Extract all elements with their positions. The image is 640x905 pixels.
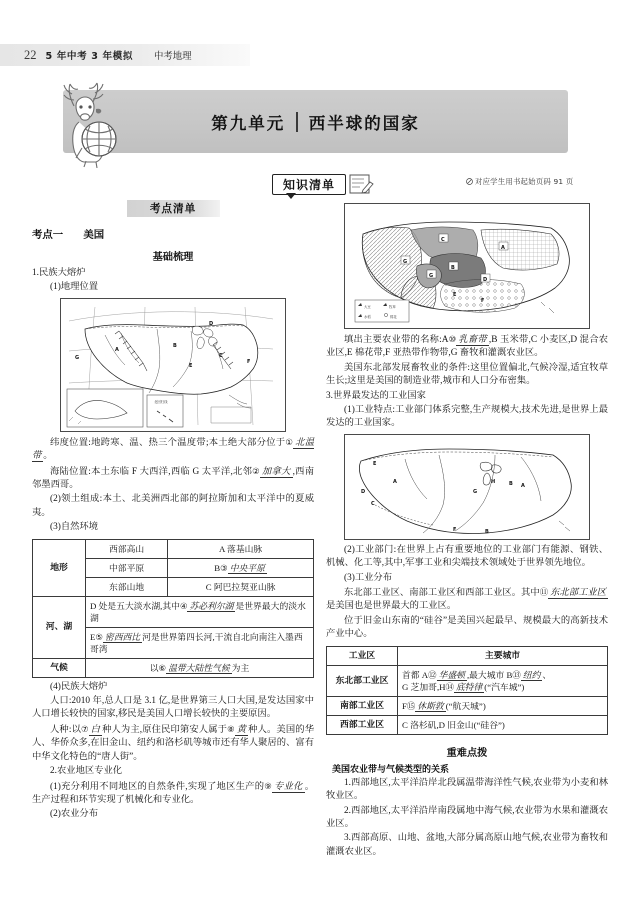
paragraph-silicon-valley: 位于旧金山东南的“硅谷”是美国兴起最早、规模最大的高新技术产业中心。 bbox=[326, 615, 608, 640]
unit-title-separator bbox=[296, 112, 298, 132]
table-header-row bbox=[327, 646, 608, 665]
race-text-post: 种人。美国的华人、华侨众多,在旧金山、纽约和洛杉矶等城市还有华人聚居的、富有中华文化特色的“唐人街”。 bbox=[32, 724, 315, 762]
knowledge-list-badge: 知识清单 bbox=[272, 174, 346, 195]
zone-west: 西部工业区 bbox=[327, 715, 398, 734]
svg-text:B: B bbox=[173, 342, 177, 349]
paragraph-agri-specialization bbox=[32, 780, 314, 808]
exam-points-banner: 考点清单 bbox=[127, 200, 220, 217]
svg-text:B: B bbox=[509, 480, 513, 487]
page-number: 22 bbox=[24, 47, 37, 62]
svg-text:A: A bbox=[521, 482, 525, 489]
subheading-agri-distribution: (2)农业分布 bbox=[50, 809, 99, 820]
zone-northeast: 东北部工业区 bbox=[327, 665, 398, 696]
natural-environment-table bbox=[32, 539, 314, 678]
svg-text:大豆: 大豆 bbox=[364, 305, 371, 309]
lakes-text-post: 是世界最大的淡水湖 bbox=[90, 600, 306, 623]
notepad-pencil-icon bbox=[348, 172, 374, 196]
subheading-melting-pot: (4)民族大熔炉 bbox=[50, 681, 108, 692]
zone-west-cities: C 洛杉矶,D 旧金山(“硅谷”) bbox=[398, 715, 608, 734]
svg-text:A: A bbox=[115, 346, 119, 353]
subject-name: 中考地理 bbox=[154, 51, 192, 62]
terrain-central-label: 中部平原 bbox=[86, 558, 168, 577]
climate-value bbox=[86, 658, 314, 677]
blank-number-9: ⑨ bbox=[264, 780, 273, 791]
running-head-inner bbox=[24, 44, 192, 66]
blank-number-11: ⑪ bbox=[539, 587, 549, 598]
page-reference bbox=[466, 176, 573, 187]
blank-number-5: ⑤ bbox=[95, 631, 103, 642]
zone-south: 南部工业区 bbox=[327, 696, 398, 715]
table-row bbox=[33, 658, 314, 677]
climate-text-pre: 以 bbox=[149, 662, 159, 673]
latitude-text-post: 。 bbox=[43, 451, 53, 462]
svg-text:C: C bbox=[219, 352, 223, 359]
svg-text:G: G bbox=[403, 259, 408, 265]
svg-text:A: A bbox=[501, 245, 505, 251]
blank-number-6: ⑥ bbox=[158, 662, 167, 673]
sea-text-post: ,西南邻墨西哥。 bbox=[32, 466, 314, 491]
ne-text-pre: 首都 A bbox=[402, 669, 429, 680]
svg-text:牧草: 牧草 bbox=[389, 305, 396, 309]
subheading-industry-distribution: (3)工业分布 bbox=[344, 572, 393, 583]
blank-number-1: ① bbox=[285, 436, 294, 447]
svg-text:D: D bbox=[361, 488, 366, 495]
blank-answer-1: 北温带 bbox=[32, 437, 314, 462]
svg-text:E: E bbox=[453, 292, 457, 298]
blank-answer-7: 白 bbox=[90, 724, 101, 735]
table-row bbox=[327, 715, 608, 734]
ne-text-mid: ,最大城市 B bbox=[466, 669, 513, 680]
us-agriculture-map bbox=[344, 203, 590, 329]
paragraph-industry-distribution bbox=[326, 586, 608, 614]
blank-answer-12: 华盛顿 bbox=[438, 669, 465, 680]
key-points-subheading: 美国农业带与气候类型的关系 bbox=[332, 764, 450, 775]
svg-text:北回归线: 北回归线 bbox=[154, 399, 168, 404]
svg-text:C: C bbox=[371, 500, 375, 507]
south-text-post: (“航天城”) bbox=[445, 700, 486, 711]
blank-number-3: ③ bbox=[220, 562, 228, 573]
heading-industry: 3.世界最发达的工业国家 bbox=[326, 390, 426, 401]
svg-text:D: D bbox=[483, 277, 488, 283]
blank-number-14: ⑭ bbox=[445, 681, 454, 692]
heading-melting-pot: 1.民族大熔炉 bbox=[32, 268, 86, 278]
col-head-cities: 主要城市 bbox=[398, 646, 608, 665]
blank-number-4: ④ bbox=[179, 600, 188, 611]
paragraph-agri-belts bbox=[326, 333, 608, 361]
blank-number-13: ⑬ bbox=[512, 669, 521, 680]
belts-text-post: ,B 玉米带,C 小麦区,D 混合农业区,E 棉花带,F 亚热带作物带,G 畜牧和灌溉农业区。 bbox=[326, 335, 608, 359]
svg-text:E: E bbox=[189, 362, 193, 369]
table-row bbox=[33, 596, 314, 627]
subheading-environment: (3)自然环境 bbox=[50, 522, 99, 533]
svg-text:F: F bbox=[247, 358, 251, 365]
industrial-zones-table bbox=[326, 646, 608, 735]
env-row-head-terrain: 地形 bbox=[33, 539, 86, 596]
ne-text-post: 、 bbox=[542, 669, 552, 680]
zone-south-cities bbox=[398, 696, 608, 715]
unit-title bbox=[63, 90, 568, 153]
paragraph-race bbox=[32, 723, 314, 764]
paragraph-industry-sectors: (2)工业部门:在世界上占有重要地位的工业部门有能源、钢铁、机械、化工等,其中,军事工业和尖端技术领域处于世界领先地位。 bbox=[326, 544, 608, 569]
blank-number-10: ⑩ bbox=[448, 334, 457, 344]
svg-text:E: E bbox=[373, 460, 377, 467]
table-row bbox=[327, 696, 608, 715]
slash-circle-icon bbox=[466, 178, 473, 185]
table-row bbox=[327, 665, 608, 696]
subheading-location: (1)地理位置 bbox=[50, 282, 99, 293]
race-text-mid: 种人为主,原住民印第安人属于 bbox=[102, 724, 228, 735]
heading-agriculture: 2.农业地区专业化 bbox=[50, 766, 123, 777]
blank-number-7: ⑦ bbox=[81, 723, 89, 734]
svg-text:F: F bbox=[453, 526, 457, 533]
blank-number-12: ⑫ bbox=[428, 669, 437, 680]
svg-text:C: C bbox=[441, 237, 445, 243]
terrain-west-value: A 落基山脉 bbox=[168, 539, 314, 558]
lakes-text-pre: D 处是五大淡水湖,其中 bbox=[90, 600, 180, 611]
unit-number: 第九单元 bbox=[211, 113, 286, 133]
sea-text-pre: 海陆位置:本土东临 F 大西洋,西临 G 太平洋,北邻 bbox=[50, 466, 253, 477]
svg-text:棉花: 棉花 bbox=[390, 315, 397, 319]
svg-text:G: G bbox=[75, 354, 80, 361]
col-head-zone: 工业区 bbox=[327, 646, 398, 665]
table-row bbox=[33, 539, 314, 558]
dist-text-pre: 东北部工业区、南部工业区和西部工业区。其中 bbox=[344, 588, 540, 599]
zone-northeast-cities bbox=[398, 665, 608, 696]
book-name: 5 年中考 3 年模拟 bbox=[45, 51, 134, 62]
env-row-head-rivers: 河、湖 bbox=[33, 596, 86, 658]
blank-answer-11: 东北部工业区 bbox=[550, 588, 607, 599]
river-text-post: 河是世界第四长河,干流自北向南注入墨西哥湾 bbox=[90, 631, 303, 654]
terrain-east-label: 东部山地 bbox=[86, 577, 168, 596]
svg-text:A: A bbox=[393, 478, 397, 485]
latitude-text-pre: 纬度位置:地跨寒、温、热三个温度带;本土绝大部分位于 bbox=[50, 437, 286, 448]
svg-text:F: F bbox=[481, 298, 485, 304]
blank-answer-6: 温带大陆性气候 bbox=[168, 662, 230, 673]
page-reference-text: 对应学生用书起始页码 91 页 bbox=[475, 177, 574, 186]
svg-text:H: H bbox=[491, 478, 496, 485]
belts-text-pre: 填出主要农业带的名称:A bbox=[344, 335, 449, 345]
unit-name: 西半球的国家 bbox=[308, 113, 420, 133]
blank-answer-5: 密西西比 bbox=[104, 631, 141, 642]
svg-text:B: B bbox=[485, 528, 489, 535]
paragraph-industry-features: (1)工业特点:工业部门体系完整,生产规模大,技术先进,是世界上最发达的工业国家。 bbox=[326, 405, 608, 429]
ne-line2-post: (“汽车城”) bbox=[484, 681, 525, 692]
key-point-item-3: 3.西部高原、山地、盆地,大部分属高原山地气候,农业带为畜牧和灌溉农业区。 bbox=[326, 833, 608, 857]
race-text-pre: 人种:以 bbox=[50, 724, 81, 735]
basic-review-heading: 基础梳理 bbox=[152, 252, 194, 263]
rivers-lakes-value-2 bbox=[86, 627, 314, 658]
blank-answer-4: 苏必利尔湖 bbox=[189, 600, 234, 611]
blank-answer-8: 黄 bbox=[236, 724, 247, 735]
deer-mascot-icon bbox=[52, 76, 126, 168]
running-head bbox=[0, 44, 640, 66]
blank-answer-9: 专业化 bbox=[274, 781, 303, 792]
terrain-west-label: 西部高山 bbox=[86, 539, 168, 558]
svg-text:B: B bbox=[451, 265, 455, 271]
us-physical-map bbox=[60, 298, 286, 432]
right-column bbox=[326, 200, 608, 860]
blank-answer-15: 休斯敦 bbox=[417, 700, 444, 711]
terrain-central-prefix: B bbox=[214, 562, 221, 573]
svg-text:G: G bbox=[429, 273, 434, 279]
terrain-east-value: C 阿巴拉契亚山脉 bbox=[168, 577, 314, 596]
svg-text:D: D bbox=[209, 320, 214, 327]
agri-text-pre: (1)充分利用不同地区的自然条件,实现了地区生产的 bbox=[50, 781, 265, 792]
blank-number-2: ② bbox=[252, 465, 260, 476]
blank-number-15: ⑮ bbox=[406, 700, 416, 711]
blank-answer-3: 中央平原 bbox=[229, 562, 265, 573]
paragraph-latitude bbox=[32, 436, 314, 464]
dist-text-post: 是美国也是世界最大的工业区。 bbox=[326, 601, 457, 612]
rivers-lakes-value-1 bbox=[86, 596, 314, 627]
env-row-head-climate: 气候 bbox=[33, 658, 86, 677]
paragraph-northeast-livestock: 美国东北部发展畜牧业的条件:这里位置偏北,气候冷湿,适宜牧草生长;这里是美国的制造业带,城市和人口分布密集。 bbox=[326, 362, 608, 387]
us-industry-map bbox=[344, 434, 590, 540]
blank-answer-13: 纽约 bbox=[522, 669, 541, 680]
south-text-pre: F bbox=[402, 700, 407, 711]
climate-text-post: 为主 bbox=[231, 662, 250, 673]
ne-line2-pre: G 芝加哥,H bbox=[402, 681, 446, 692]
terrain-central-value bbox=[168, 558, 314, 577]
agriculture-map-legend bbox=[355, 300, 409, 322]
key-point-item-1: 1.西部地区,太平洋沿岸北段属温带海洋性气候,农业带为小麦和林牧业区。 bbox=[326, 777, 608, 802]
exam-point-heading bbox=[32, 226, 314, 241]
svg-text:G: G bbox=[473, 488, 478, 495]
paragraph-sea-position bbox=[32, 465, 314, 493]
key-difficult-points-heading: 重难点拨 bbox=[446, 747, 488, 759]
exam-point-label: 考点一 bbox=[32, 229, 64, 241]
paragraph-territory: (2)领土组成:本土、北美洲西北部的阿拉斯加和太平洋中的夏威夷。 bbox=[32, 494, 314, 518]
left-column bbox=[32, 200, 314, 823]
blank-number-8: ⑧ bbox=[227, 723, 235, 734]
exam-point-title: 美国 bbox=[83, 229, 105, 241]
agri-text-post: 。生产过程和环节实现了机械化和专业化。 bbox=[32, 781, 314, 805]
paragraph-population: 人口:2010 年,总人口是 3.1 亿,是世界第三人口大国,是发达国家中人口增长较快的国家,移民是美国人口增长较快的主要原因。 bbox=[32, 696, 314, 720]
river-text-pre: E bbox=[90, 631, 96, 642]
svg-text:水稻: 水稻 bbox=[364, 315, 371, 319]
key-point-item-2: 2.西部地区,太平洋沿岸南段属地中海气候,农业带为水果和灌溉农业区。 bbox=[326, 805, 608, 829]
blank-answer-2: 加拿大 bbox=[261, 466, 291, 477]
blank-answer-14: 底特律 bbox=[455, 681, 483, 692]
blank-answer-10: 乳畜带 bbox=[458, 335, 487, 345]
